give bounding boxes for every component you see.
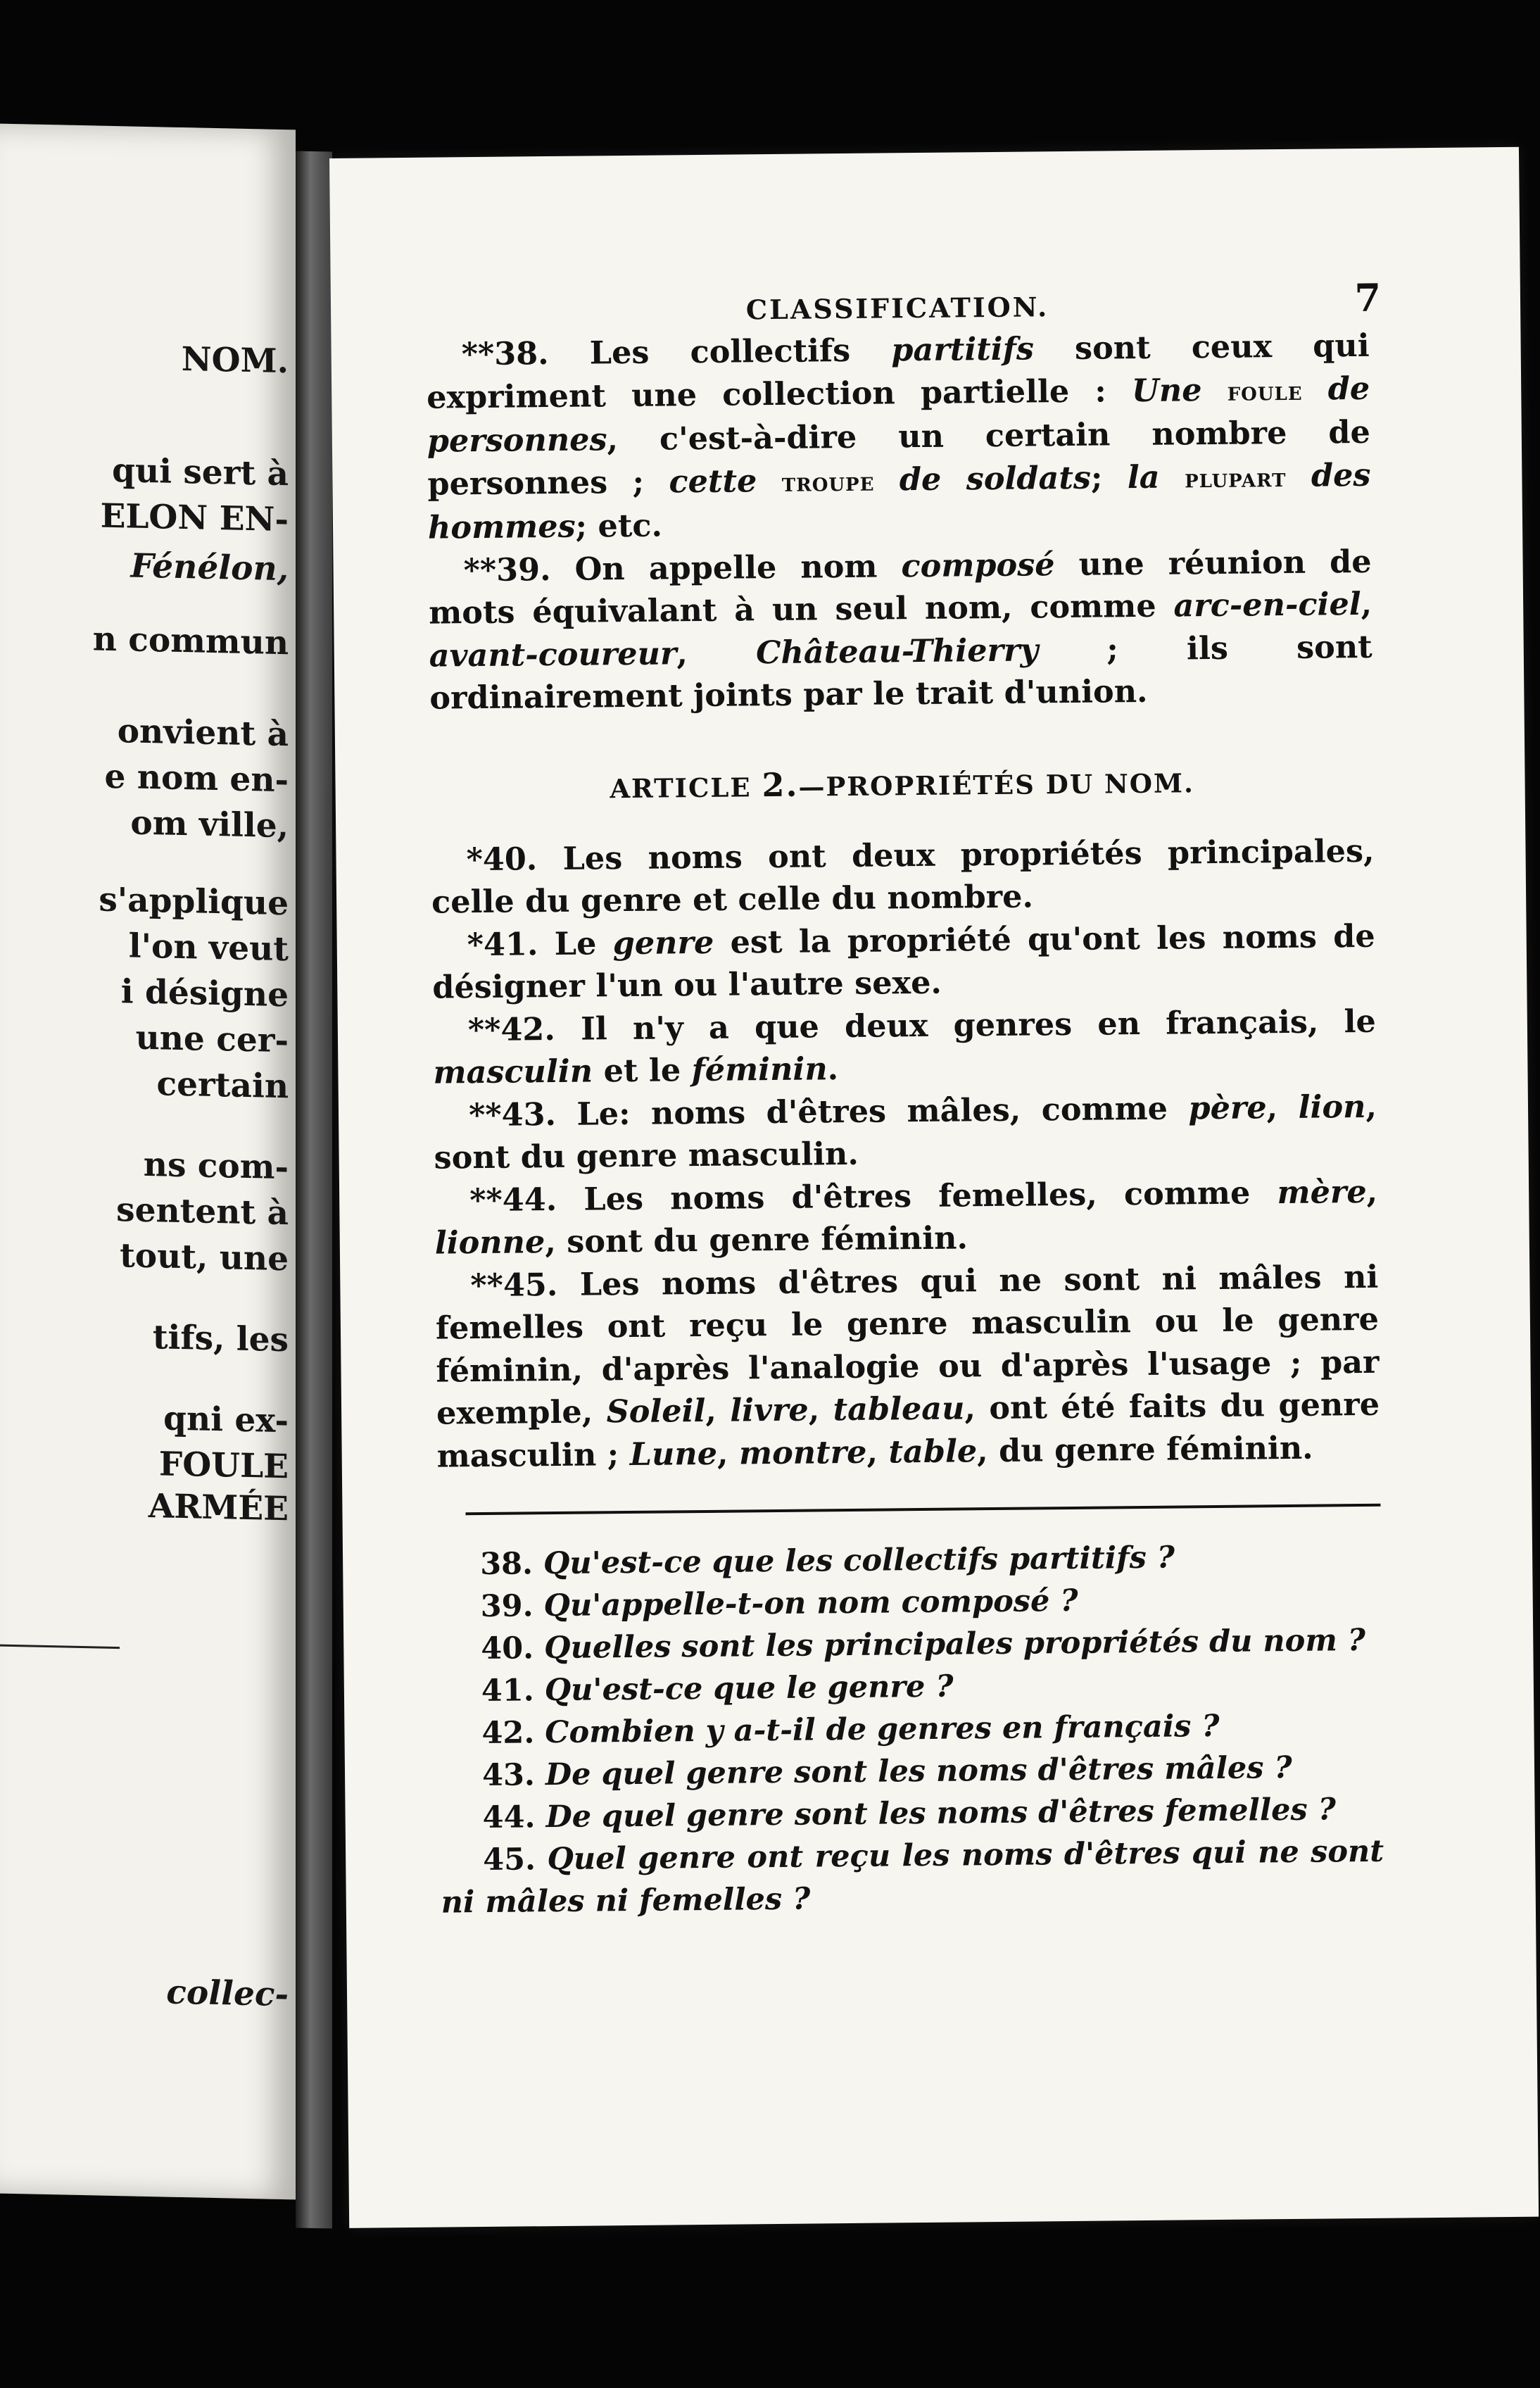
left-page-fragment: e nom en-: [104, 757, 289, 800]
paragraph-42: **42. Il n'y a que deux genres en français, le masculin et le féminin.: [433, 1003, 1377, 1091]
question-text: De quel genre sont les noms d'êtres mâles ?: [545, 1749, 1292, 1793]
question-number: 44.: [482, 1799, 536, 1836]
left-page-fragment: sentent à: [116, 1190, 289, 1233]
question-number: 38.: [479, 1546, 534, 1583]
right-page: [329, 147, 1539, 2228]
page-number: 7: [1354, 275, 1384, 321]
left-page-fragment: s'applique: [99, 880, 289, 924]
left-page-fragment: collec-: [166, 1973, 289, 2015]
question-number: 41.: [481, 1673, 534, 1709]
question-number: 39.: [480, 1588, 534, 1625]
left-page-fragment: ARMÉE: [148, 1487, 289, 1529]
book-gutter: [296, 151, 332, 2228]
question-text: Qu'appelle-t-on nom composé ?: [543, 1583, 1078, 1624]
question-text: Quel genre ont reçu les noms d'êtres qui ne sont ni mâles ni femelles ?: [441, 1833, 1384, 1921]
running-head: [426, 275, 1384, 334]
left-page-fragment: tifs, les: [152, 1318, 289, 1360]
running-title: CLASSIFICATION.: [745, 291, 1049, 326]
left-page-fragment: tout, une: [120, 1236, 289, 1279]
left-page-rule: [0, 1645, 120, 1649]
question-text: Qu'est-ce que les collectifs partitifs ?: [543, 1540, 1175, 1582]
left-page-fragment: ns com-: [143, 1145, 289, 1188]
left-page-fragment: n commun: [92, 620, 289, 663]
left-page: [0, 124, 296, 2200]
paragraph-38: **38. Les collectifs partitifs sont ceux qui expriment une collection partielle : Une foule de personnes, c'est-à-dire un certain nombre de personnes ; cette troupe de soldats; la plupart des hommes; etc.: [427, 327, 1371, 546]
question-number: 40.: [481, 1630, 534, 1667]
left-page-fragment: om ville,: [130, 803, 289, 846]
question-text: Qu'est-ce que le genre ?: [544, 1669, 954, 1709]
paragraph-41: *41. Le genre est la propriété qu'ont les noms de désigner l'un ou l'autre sexe.: [432, 917, 1375, 1006]
question-item: [438, 1619, 1382, 1671]
question-text: Combien y a-t-il de genres en français ?: [545, 1708, 1220, 1751]
question-text: De quel genre sont les noms d'êtres femelles ?: [545, 1792, 1337, 1835]
question-number: 43.: [481, 1757, 536, 1794]
article-title: —PROPRIÉTÉS DU NOM.: [798, 767, 1195, 803]
left-page-fragment: une cer-: [135, 1018, 289, 1061]
paragraph-43: **43. Le: noms d'êtres mâles, comme père, lion, sont du genre masculin.: [434, 1088, 1377, 1176]
left-page-fragment: ELON EN-: [100, 496, 289, 540]
left-page-fragment: onvient à: [117, 712, 289, 755]
article-prefix: ARTICLE: [610, 771, 752, 804]
paragraph-44: **44. Les noms d'êtres femelles, comme mère, lionne, sont du genre féminin.: [434, 1173, 1378, 1262]
article-heading: [430, 760, 1373, 807]
question-number: 45.: [482, 1842, 536, 1878]
section-divider: [465, 1504, 1380, 1515]
paragraph-45: **45. Les noms d'êtres qui ne sont ni mâles ni femelles ont reçu le genre masculin ou le genre féminin, d'après l'analogie ou d'après l'usage ; par exemple, Soleil, livre, tableau, ont été faits du genre masculin ; Lune, montre, table, du genre féminin.: [435, 1258, 1380, 1475]
left-page-fragment: qni ex-: [163, 1399, 289, 1441]
question-number: 42.: [481, 1715, 535, 1752]
page-content: [426, 275, 1384, 1924]
paragraph-40: *40. Les noms ont deux propriétés principales, celle du genre et celle du nombre.: [431, 832, 1375, 921]
left-page-fragment: l'on veut: [128, 926, 289, 969]
article-number: 2.: [762, 765, 799, 804]
left-page-fragment: FOULE: [158, 1445, 289, 1487]
left-page-fragment: NOM.: [181, 339, 289, 382]
questions-list: [438, 1535, 1384, 1924]
paragraph-39: **39. On appelle nom composé une réunion de mots équivalant à un seul nom, comme arc-en-ciel, avant-coureur, Château-Thierry ; ils sont ordinairement joints par le trait d'union.: [428, 543, 1372, 717]
question-item: [441, 1830, 1384, 1924]
left-page-fragment: qui sert à: [112, 451, 289, 494]
left-page-fragment: i désigne: [120, 972, 289, 1015]
left-page-fragment: Fénélon,: [130, 546, 289, 589]
question-text: Quelles sont les principales propriétés du nom ?: [543, 1622, 1366, 1666]
left-page-fragment: certain: [156, 1064, 289, 1107]
